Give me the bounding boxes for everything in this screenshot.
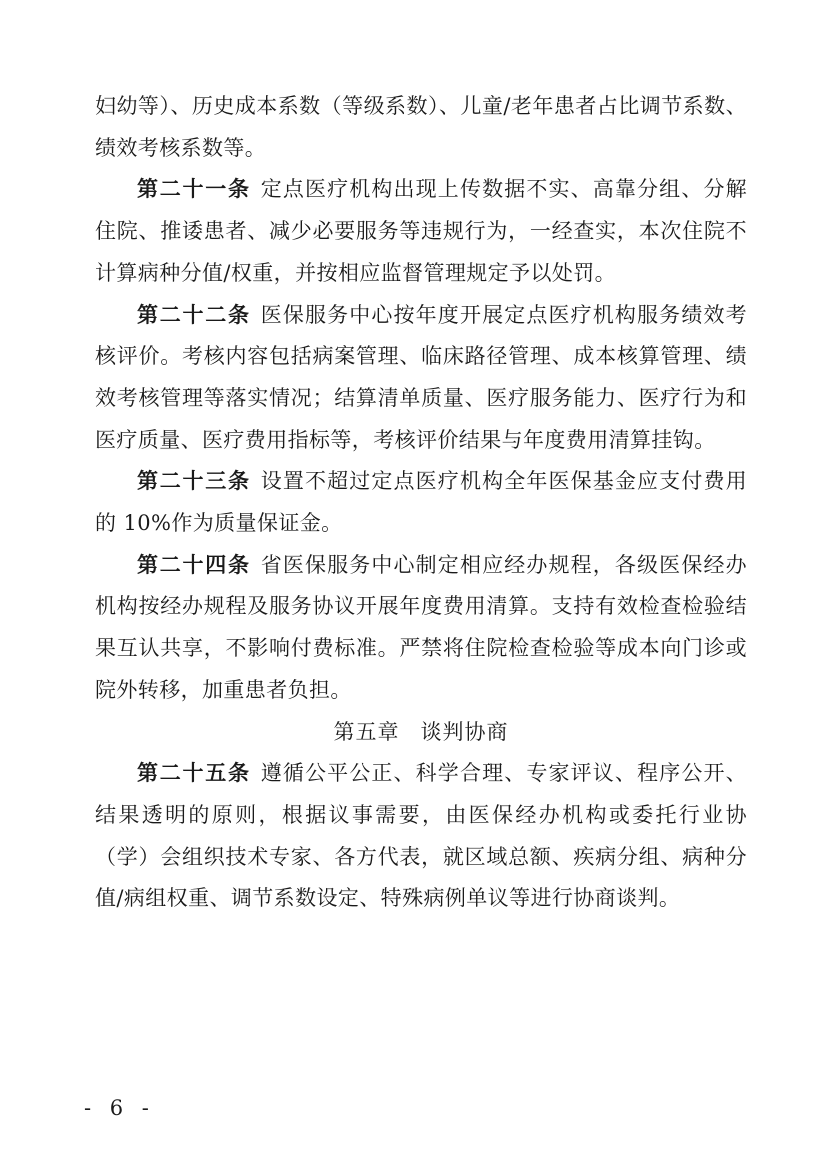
article-number: 第二十五条 <box>137 761 251 786</box>
article-number: 第二十四条 <box>137 552 251 577</box>
article-23 <box>95 461 747 544</box>
article-number: 第二十三条 <box>137 469 251 494</box>
article-number: 第二十一条 <box>137 177 251 202</box>
article-24 <box>95 545 747 712</box>
chapter-title: 谈判协商 <box>420 719 509 744</box>
article-22 <box>95 295 747 462</box>
article-number: 第二十二条 <box>137 302 251 327</box>
article-text: 遵循公平公正、科学合理、专家评议、程序公开、结果透明的原则，根据议事需要，由医保经办机构或委托行业协（学）会组织技术专家、各方代表，就区域总额、疾病分组、病种分值/病组权重、调节系数设定、特殊病例单议等进行协商谈判。 <box>95 761 747 911</box>
article-text: 医保服务中心按年度开展定点医疗机构服务绩效考核评价。考核内容包括病案管理、临床路径管理、成本核算管理、绩效考核管理等落实情况；结算清单质量、医疗服务能力、医疗行为和医疗质量、医疗费用指标等，考核评价结果与年度费用清算挂钩。 <box>95 302 747 452</box>
article-21 <box>95 169 747 294</box>
intro-continuation: 妇幼等）、历史成本系数（等级系数）、儿童/老年患者占比调节系数、绩效考核系数等。 <box>95 94 747 160</box>
chapter-heading <box>95 712 747 754</box>
article-text: 定点医疗机构出现上传数据不实、高靠分组、分解住院、推诿患者、减少必要服务等违规行为，一经查实，本次住院不计算病种分值/权重，并按相应监督管理规定予以处罚。 <box>95 177 747 285</box>
chapter-number: 第五章 <box>333 719 400 744</box>
document-body <box>95 86 747 920</box>
article-25 <box>95 753 747 920</box>
article-text: 省医保服务中心制定相应经办规程，各级医保经办机构按经办规程及服务协议开展年度费用清算。支持有效检查检验结果互认共享，不影响付费标准。严禁将住院检查检验等成本向门诊或院外转移，加重患者负担。 <box>95 552 747 702</box>
article-text: 设置不超过定点医疗机构全年医保基金应支付费用的 10%作为质量保证金。 <box>95 469 747 536</box>
page-number: - 6 - <box>84 1096 155 1120</box>
